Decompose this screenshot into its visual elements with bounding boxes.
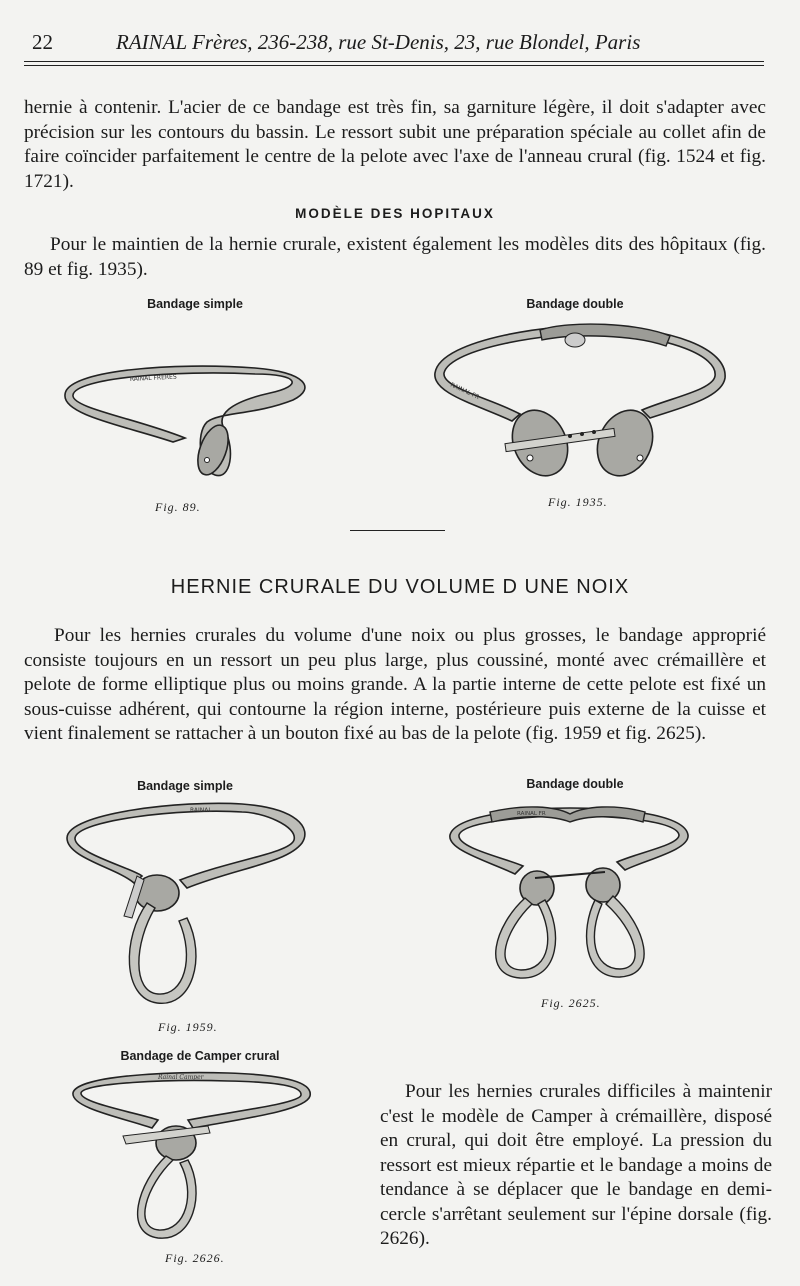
- header-rule-thin: [24, 65, 764, 66]
- figure-caption-2625: Fig. 2625.: [541, 996, 601, 1010]
- truss-camper-illustration: [68, 1068, 318, 1243]
- section-heading-noix: HERNIE CRURALE DU VOLUME D UNE NOIX: [170, 576, 630, 598]
- figure-caption-1935: Fig. 1935.: [548, 495, 608, 509]
- figure-label-camper: Bandage de Camper crural: [120, 1049, 280, 1063]
- truss-understrap-simple-illustration: [62, 798, 312, 1013]
- section-separator: [350, 530, 445, 531]
- engraving-text: RAINAL: [190, 807, 212, 814]
- section2-paragraph: Pour les hernies crurales du volume d'une noix ou plus grosses, le bandage approprié consiste toujours en un ressort un peu plus large, plus coussiné, monté avec crémaillère et pelote de forme elliptique plus ou moins grande. A la partie interne de cette pelote est fixé un sous-cuisse adhérent, qui contourne la région interne, postérieure puis externe de la cuisse et vient finalement se rattacher à un bouton fixé au bas de la pelote (fig. 1959 et fig. 2625).: [24, 625, 766, 744]
- figure-label-simple-2: Bandage simple: [137, 779, 233, 793]
- figure-caption-1959: Fig. 1959.: [158, 1020, 218, 1034]
- section1-paragraph: Pour le maintien de la hernie crurale, existent également les modèles dits des hôpitaux (fig. 89 et fig. 1935).: [24, 234, 766, 280]
- truss-double-illustration: [430, 318, 730, 488]
- running-title: RAINAL Frères, 236-238, rue St-Denis, 23, rue Blondel, Paris: [116, 30, 641, 54]
- truss-simple-illustration: [55, 360, 320, 490]
- engraving-text: RAINAL FRÈRES: [129, 373, 177, 383]
- page-number: 22: [32, 30, 53, 54]
- figure-label-double: Bandage double: [526, 297, 624, 311]
- section-heading-hopitaux: MODÈLE DES HOPITAUX: [295, 206, 495, 221]
- figure-label-double-2: Bandage double: [526, 777, 624, 791]
- running-header: [24, 30, 774, 56]
- header-rule: [24, 61, 764, 62]
- intro-paragraph: hernie à contenir. L'acier de ce bandage est très fin, sa garniture légère, il doit s'adapter avec précision sur les contours du bassin. Le ressort subit une préparation spéciale au collet afin de faire coïncider parfaitement le centre de la pelote avec l'axe de l'anneau crural (fig. 1524 et fig. 1721).: [24, 97, 766, 192]
- engraving-text: RAINAL FR: [449, 381, 481, 402]
- engraving-text: Rainal Camper: [158, 1074, 204, 1081]
- figure-caption-2626: Fig. 2626.: [165, 1251, 225, 1265]
- figure-caption-89: Fig. 89.: [155, 500, 201, 514]
- engraving-text: RAINAL FR: [517, 811, 546, 817]
- figure-label-simple: Bandage simple: [147, 297, 243, 311]
- truss-understrap-double-illustration: [445, 800, 695, 985]
- camper-paragraph: Pour les hernies crurales difficiles à maintenir c'est le modèle de Camper à crémaillère, disposé en crural, qui doit être employé. La pression du ressort est mieux répartie et le bandage a moins de tendance à se déplacer que le bandage en demi-cercle s'arrêtant seulement sur l'épine dorsale (fig. 2626).: [380, 1081, 772, 1249]
